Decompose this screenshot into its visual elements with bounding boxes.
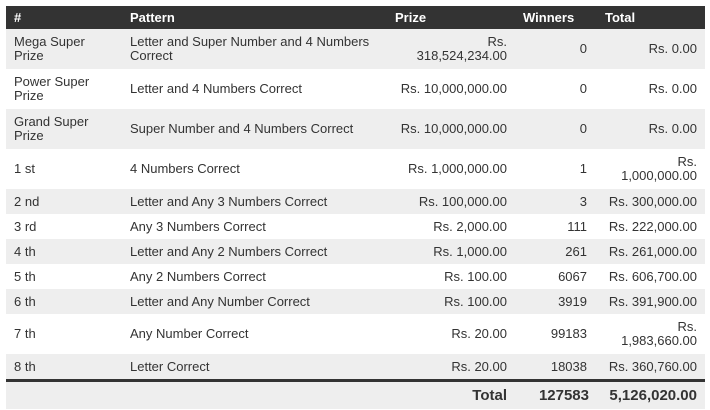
rank-cell: 8 th	[6, 354, 122, 381]
total-cell: Rs. 0.00	[597, 109, 705, 149]
prize-cell: Rs. 20.00	[387, 314, 515, 354]
header-total: Total	[597, 6, 705, 29]
table-row	[6, 239, 705, 264]
prize-cell: Rs. 100.00	[387, 289, 515, 314]
table-row	[6, 69, 705, 109]
total-cell: Rs. 606,700.00	[597, 264, 705, 289]
total-cell: Rs. 1,983,660.00	[597, 314, 705, 354]
table-row	[6, 149, 705, 189]
total-cell: Rs. 1,000,000.00	[597, 149, 705, 189]
pattern-cell: Letter and 4 Numbers Correct	[122, 69, 387, 109]
table-header	[6, 6, 705, 29]
table-row	[6, 29, 705, 69]
table-row	[6, 354, 705, 381]
winners-cell: 3919	[515, 289, 597, 314]
rank-cell: 2 nd	[6, 189, 122, 214]
header-prize: Prize	[387, 6, 515, 29]
rank-cell: Mega Super Prize	[6, 29, 122, 69]
pattern-cell: Letter and Any 3 Numbers Correct	[122, 189, 387, 214]
winners-cell: 3	[515, 189, 597, 214]
prize-cell: Rs. 318,524,234.00	[387, 29, 515, 69]
rank-cell: 6 th	[6, 289, 122, 314]
prize-cell: Rs. 10,000,000.00	[387, 109, 515, 149]
total-cell: Rs. 300,000.00	[597, 189, 705, 214]
table-row	[6, 109, 705, 149]
header-pattern: Pattern	[122, 6, 387, 29]
winners-cell: 6067	[515, 264, 597, 289]
winners-cell: 1	[515, 149, 597, 189]
table-row	[6, 314, 705, 354]
pattern-cell: Any 2 Numbers Correct	[122, 264, 387, 289]
footer-winners-total: 127583	[515, 381, 597, 410]
rank-cell: 5 th	[6, 264, 122, 289]
pattern-cell: Letter Correct	[122, 354, 387, 381]
total-cell: Rs. 261,000.00	[597, 239, 705, 264]
rank-cell: 3 rd	[6, 214, 122, 239]
winners-cell: 0	[515, 69, 597, 109]
rank-cell: 7 th	[6, 314, 122, 354]
winners-cell: 99183	[515, 314, 597, 354]
rank-cell: 1 st	[6, 149, 122, 189]
pattern-cell: Letter and Super Number and 4 Numbers Correct	[122, 29, 387, 69]
total-cell: Rs. 0.00	[597, 69, 705, 109]
pattern-cell: Any Number Correct	[122, 314, 387, 354]
rank-cell: Grand Super Prize	[6, 109, 122, 149]
winners-cell: 18038	[515, 354, 597, 381]
winners-cell: 111	[515, 214, 597, 239]
table-row	[6, 189, 705, 214]
table-body	[6, 29, 705, 381]
pattern-cell: Letter and Any Number Correct	[122, 289, 387, 314]
total-cell: Rs. 391,900.00	[597, 289, 705, 314]
pattern-cell: Any 3 Numbers Correct	[122, 214, 387, 239]
footer-total-label: Total	[387, 381, 515, 410]
results-table-container	[6, 6, 705, 409]
total-cell: Rs. 222,000.00	[597, 214, 705, 239]
prize-cell: Rs. 100,000.00	[387, 189, 515, 214]
prize-cell: Rs. 1,000.00	[387, 239, 515, 264]
pattern-cell: Letter and Any 2 Numbers Correct	[122, 239, 387, 264]
pattern-cell: 4 Numbers Correct	[122, 149, 387, 189]
footer-spacer	[6, 381, 122, 410]
prize-cell: Rs. 2,000.00	[387, 214, 515, 239]
winners-cell: 261	[515, 239, 597, 264]
total-cell: Rs. 360,760.00	[597, 354, 705, 381]
footer-row	[6, 381, 705, 410]
total-cell: Rs. 0.00	[597, 29, 705, 69]
prize-cell: Rs. 100.00	[387, 264, 515, 289]
table-footer	[6, 381, 705, 410]
pattern-cell: Super Number and 4 Numbers Correct	[122, 109, 387, 149]
table-row	[6, 289, 705, 314]
prize-cell: Rs. 20.00	[387, 354, 515, 381]
header-row	[6, 6, 705, 29]
rank-cell: Power Super Prize	[6, 69, 122, 109]
table-row	[6, 264, 705, 289]
footer-grand-total: 5,126,020.00	[597, 381, 705, 410]
prize-cell: Rs. 1,000,000.00	[387, 149, 515, 189]
winners-cell: 0	[515, 29, 597, 69]
header-winners: Winners	[515, 6, 597, 29]
rank-cell: 4 th	[6, 239, 122, 264]
table-row	[6, 214, 705, 239]
prize-cell: Rs. 10,000,000.00	[387, 69, 515, 109]
prize-results-table	[6, 6, 705, 409]
winners-cell: 0	[515, 109, 597, 149]
header-rank: #	[6, 6, 122, 29]
footer-spacer	[122, 381, 387, 410]
